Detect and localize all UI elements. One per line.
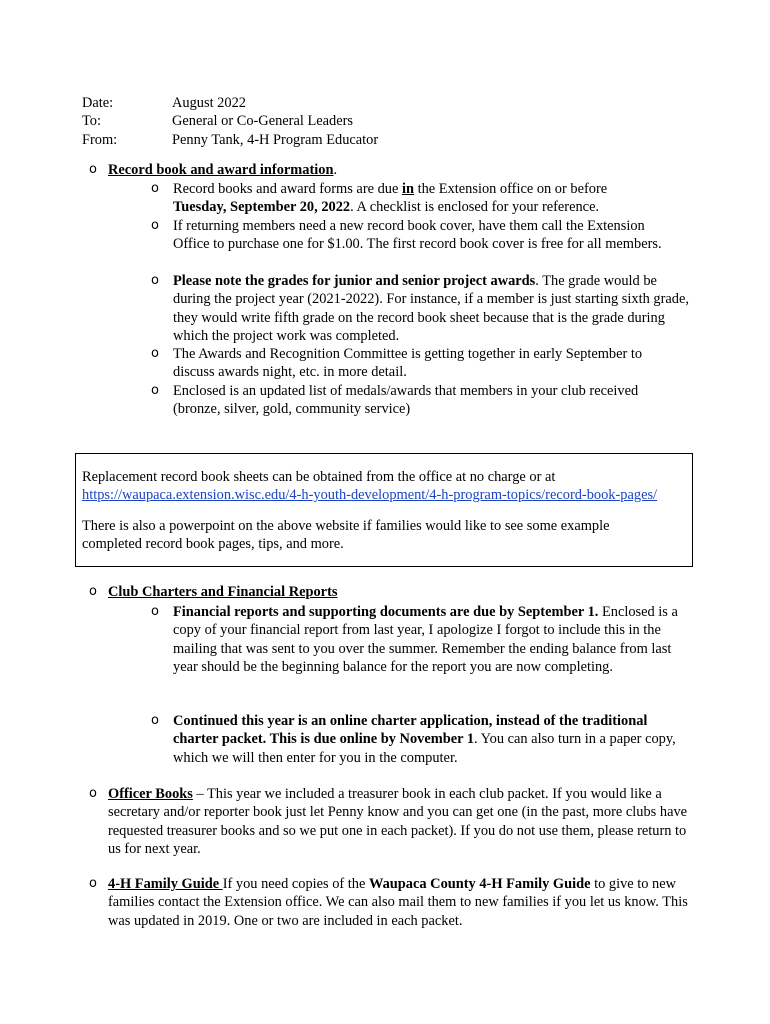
record-item-1-text-b: the Extension office on or before — [414, 181, 608, 197]
bullet-icon: o — [151, 273, 159, 288]
bullet-icon: o — [151, 346, 159, 361]
bullet-icon: o — [151, 218, 159, 233]
family-guide-name: Waupaca County 4-H Family Guide — [369, 876, 591, 892]
bullet-icon: o — [89, 162, 97, 177]
charters-item-2 — [173, 712, 678, 767]
officer-books-title: Officer Books — [108, 786, 193, 802]
bullet-icon: o — [89, 584, 97, 599]
record-item-4: The Awards and Recognition Committee is getting together in early September to discuss awards night, etc. in more detail. — [173, 346, 643, 381]
record-pages-note-box — [75, 453, 693, 567]
record-item-2: If returning members need a new record book cover, have them call the Extension Office to purchase one for $1.00. The first record book cover is free for all members. — [173, 218, 662, 253]
date-row — [82, 94, 378, 112]
family-guide-text-b: to give to new families contact the Extension office. We can also mail them to new families if you let us know. This was updated in 2019. One or two are included in each packet. — [108, 876, 688, 929]
record-item-3-bold: Please note the grades for junior and senior project awards — [173, 273, 536, 289]
charters-item-1-rest: Enclosed is a copy of your financial report from last year, I apologize I forgot to include this in the mailing that was sent to you over the summer. Remember the ending balance from last year should be the beginning balance for the report you are now completing. — [173, 604, 678, 676]
charters-section-title — [108, 583, 693, 601]
record-item-3-rest: . The grade would be during the project year (2021-2022). For instance, if a member is just starting sixth grade, they would write fifth grade on the record book sheet because that is the grade during which the project work was completed. — [173, 273, 689, 345]
record-item-3 — [173, 272, 695, 346]
record-due-date: Tuesday, September 20, 2022 — [173, 199, 351, 216]
date-label: Date: — [82, 95, 114, 111]
officer-books-paragraph — [108, 785, 688, 859]
bullet-icon: o — [151, 713, 159, 728]
record-item-1-text-a: Record books and award forms are due — [173, 181, 402, 197]
charters-item-1 — [173, 603, 689, 677]
charters-item-2-bold: Continued this year is an online charter application, instead of the traditional charter packet. This is due online by November 1 — [173, 713, 648, 748]
to-value: General or Co-General Leaders — [172, 113, 353, 130]
charters-item-2-rest: . You can also turn in a paper copy, which we will then enter for you in the computer. — [173, 731, 676, 766]
charters-title: Club Charters and Financial Reports — [108, 584, 338, 600]
bullet-icon: o — [151, 604, 159, 619]
to-label: To: — [82, 113, 101, 130]
memo-header — [82, 94, 378, 149]
record-book-pages-link[interactable]: https://waupaca.extension.wisc.edu/4-h-youth-development/4-h-program-topics/record-book-pages/ — [82, 487, 658, 504]
record-title-suffix: . — [333, 162, 338, 178]
record-title: Record book and award information — [108, 162, 334, 178]
from-row — [82, 131, 378, 149]
from-label: From: — [82, 131, 118, 148]
to-row — [82, 112, 378, 130]
family-guide-title: 4-H Family Guide — [108, 876, 223, 892]
date-value: August 2022 — [172, 95, 246, 111]
record-item-1 — [173, 180, 693, 217]
box-line-1: Replacement record book sheets can be obtained from the office at no charge or at — [82, 469, 556, 485]
record-item-1-text-c: . A checklist is enclosed for your reference. — [350, 199, 600, 216]
record-section-title — [108, 161, 693, 179]
bullet-icon: o — [151, 383, 159, 398]
bullet-icon: o — [151, 181, 159, 196]
record-item-1-in: in — [401, 181, 414, 197]
bullet-icon: o — [89, 786, 97, 801]
box-paragraph-2: There is also a powerpoint on the above website if families would like to see some example completed record book pages, tips, and more. — [82, 517, 610, 553]
bullet-icon: o — [89, 876, 97, 891]
officer-books-text: – This year we included a treasurer book in each club packet. If you would like a secretary and/or reporter book just let Penny know and you can get one (in the past, more clubs have requested treasurer books and so we put one in each packet). If you do not use them, please return to us for next year. — [108, 786, 688, 858]
record-item-5: Enclosed is an updated list of medals/awards that members in your club received (bronze, silver, gold, community service) — [173, 383, 639, 418]
family-guide-text-a: If you need copies of the — [222, 876, 369, 892]
family-guide-paragraph — [108, 875, 690, 930]
from-value: Penny Tank, 4-H Program Educator — [172, 131, 379, 148]
charters-item-1-bold: Financial reports and supporting documents are due by September 1. — [173, 604, 599, 620]
